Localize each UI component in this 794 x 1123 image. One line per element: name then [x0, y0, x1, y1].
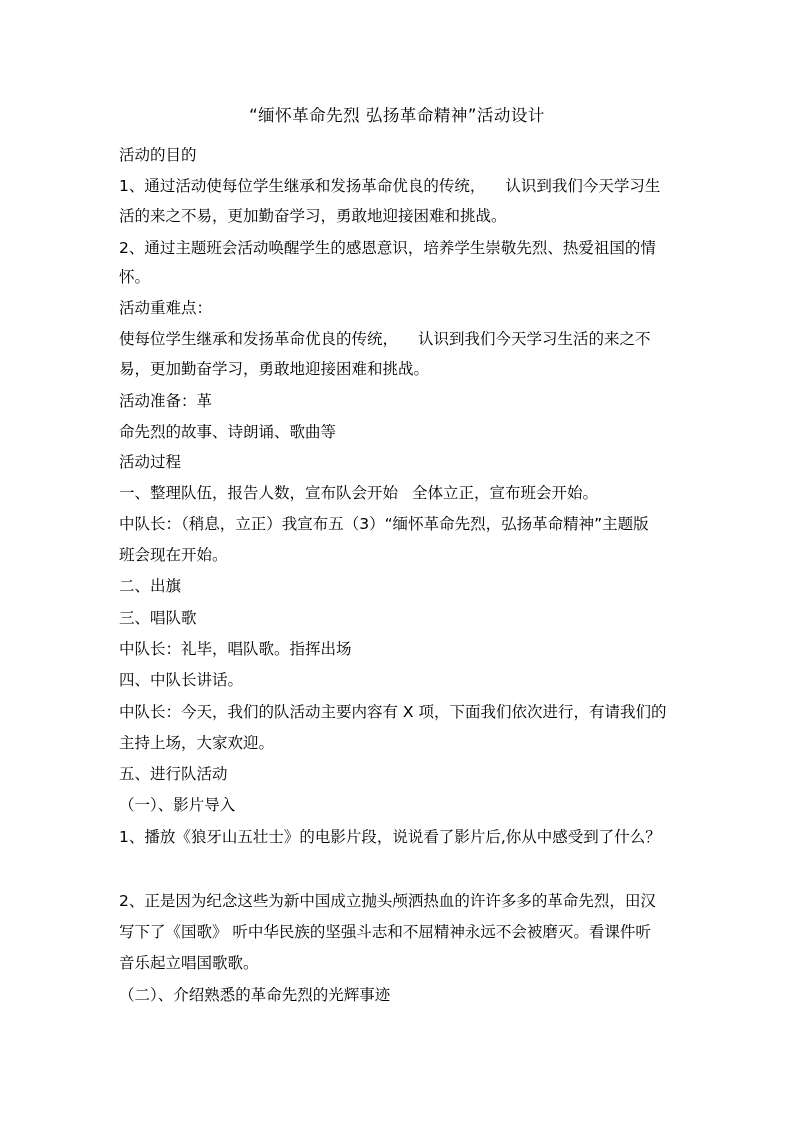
paragraph-line: 音乐起立唱国歌歌。 [119, 954, 259, 972]
paragraph-line: 怀。 [119, 268, 151, 286]
heading-preparation: 活动准备：革 [119, 392, 213, 410]
section-heading: 四、中队长讲话。 [119, 671, 244, 689]
section-heading: 三、唱队歌 [119, 609, 197, 627]
paragraph-segment: 1、通过活动使每位学生继承和发扬革命优良的传统， [119, 177, 486, 195]
paragraph-line: 易，更加勤奋学习，勇敢地迎接困难和挑战。 [119, 360, 430, 378]
paragraph-line: 写下了《国歌》 听中华民族的坚强斗志和不屈精神永远不会被磨灭。看课件听 [119, 923, 651, 941]
section-heading: 二、出旗 [119, 577, 182, 595]
subsection-heading: （二）、介绍熟悉的革命先烈的光辉事迹 [119, 986, 391, 1004]
paragraph-line: 班会现在开始。 [119, 546, 228, 564]
paragraph-segment: 使每位学生继承和发扬革命优良的传统， [119, 330, 399, 348]
paragraph-segment: 认识到我们今天学习生活的来之不 [418, 330, 651, 348]
paragraph-line: 中队长：礼毕，唱队歌。指挥出场 [119, 640, 352, 658]
paragraph-segment: 全体立正，宣布班会开始。 [412, 484, 599, 502]
document-title: “缅怀革命先烈 弘扬革命精神”活动设计 [249, 106, 545, 125]
paragraph-line: 1、播放《狼牙山五壮士》的电影片段，说说看了影片后,你从中感受到了什么？ [119, 828, 661, 846]
heading-process: 活动过程 [119, 453, 182, 471]
paragraph-segment: 认识到我们今天学习生 [505, 177, 661, 195]
section-heading: 五、进行队活动 [119, 765, 228, 783]
heading-key-points: 活动重难点： [119, 299, 213, 317]
heading-purpose: 活动的目的 [119, 146, 197, 164]
paragraph-line: 命先烈的故事、诗朗诵、歌曲等 [119, 423, 337, 441]
paragraph-line: 中队长：今天，我们的队活动主要内容有 X 项，下面我们依次进行，有请我们的 [119, 703, 667, 721]
paragraph-line: 中队长：（稍息，立正）我宣布五（3）“缅怀革命先烈，弘扬革命精神”主题版 [119, 515, 649, 533]
paragraph-line [119, 481, 598, 505]
paragraph-line [119, 174, 660, 198]
paragraph-line: 活的来之不易，更加勤奋学习，勇敢地迎接困难和挑战。 [119, 207, 507, 225]
paragraph-line: 主持上场，大家欢迎。 [119, 734, 275, 752]
paragraph-segment: 一、整理队伍，报告人数，宣布队会开始 [119, 484, 399, 502]
subsection-heading: （一）、影片导入 [119, 796, 236, 814]
paragraph-line: 2、通过主题班会活动唤醒学生的感恩意识，培养学生崇敬先烈、热爱祖国的情 [119, 239, 656, 257]
paragraph-line: 2、正是因为纪念这些为新中国成立抛头颅洒热血的许许多多的革命先烈，田汉 [119, 892, 656, 910]
paragraph-line [119, 327, 651, 351]
